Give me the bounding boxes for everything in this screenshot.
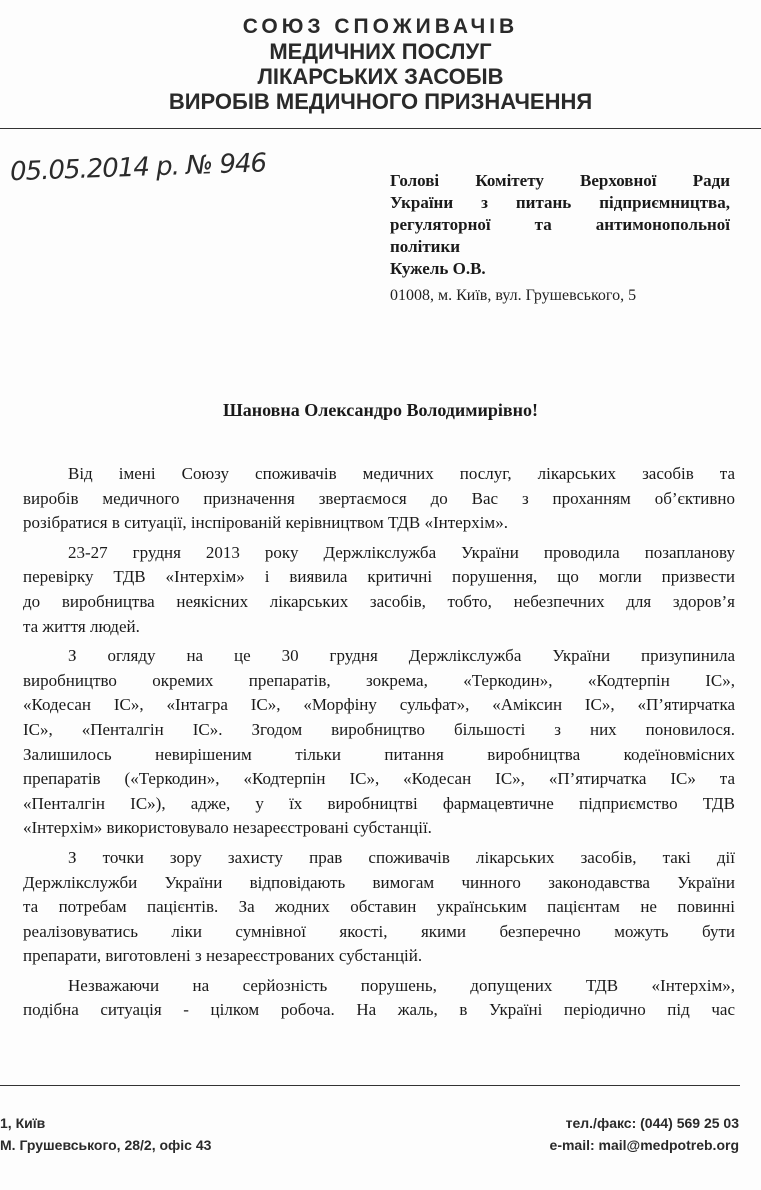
paragraph-4 bbox=[23, 846, 735, 969]
body-line: ІС», «Пенталгін ІС». Згодом виробництво більшості з них поновилося. bbox=[23, 719, 735, 739]
body-line: виробництво окремих препаратів, зокрема, «Теркодин», «Кодтерпін ІС», bbox=[23, 670, 735, 690]
footer-street: М. Грушевського, 28/2, офіс 43 bbox=[0, 1137, 212, 1153]
footer-city: 1, Київ bbox=[0, 1115, 46, 1131]
body-line: та життя людей. bbox=[23, 616, 140, 636]
body-line: подібна ситуація - цілком робоча. На жаль, в Україні періодично під час bbox=[23, 1000, 735, 1020]
addressee-line: України з питань підприємництва, bbox=[390, 193, 730, 212]
body-line: З огляду на це 30 грудня Держлікслужба України призупинила bbox=[68, 646, 735, 666]
footer-phone: тел./факс: (044) 569 25 03 bbox=[565, 1115, 739, 1131]
paragraph-5 bbox=[23, 974, 735, 1023]
body-line: розібратися в ситуації, інспірованій керівництвом ТДВ «Інтерхім». bbox=[23, 513, 508, 533]
footer-email: e-mail: mail@medpotreb.org bbox=[549, 1137, 739, 1153]
body-line: 23-27 грудня 2013 року Держлікслужба України проводила позапланову bbox=[68, 542, 735, 562]
body-line: З точки зору захисту прав споживачів лікарських засобів, такі дії bbox=[68, 847, 735, 867]
body-line: препарати, виготовлені з незареєстрованих субстанцій. bbox=[23, 946, 423, 966]
footer-divider bbox=[0, 1085, 740, 1086]
addressee-block bbox=[390, 170, 730, 280]
salutation: Шановна Олександро Володимирівно! bbox=[222, 400, 539, 420]
letterhead bbox=[0, 14, 761, 114]
body-line: та потребам пацієнтів. За жодних обставин українським пацієнтам не повинні bbox=[23, 897, 735, 917]
body-line: Від імені Союзу споживачів медичних послуг, лікарських засобів та bbox=[68, 464, 735, 483]
paragraph-3 bbox=[23, 644, 735, 841]
body-line: до виробництва неякісних лікарських засобів, тобто, небезпечних для здоров’я bbox=[23, 591, 735, 611]
letterhead-line-3: ЛІКАРСЬКИХ ЗАСОБІВ bbox=[257, 64, 504, 89]
addressee-address: 01008, м. Київ, вул. Грушевського, 5 bbox=[390, 287, 637, 304]
letterhead-line-2: МЕДИЧНИХ ПОСЛУГ bbox=[269, 39, 492, 64]
letterhead-line-4: ВИРОБІВ МЕДИЧНОГО ПРИЗНАЧЕННЯ bbox=[168, 89, 593, 114]
addressee-line: політики bbox=[390, 237, 461, 256]
footer-address bbox=[0, 1112, 211, 1156]
paragraph-1 bbox=[23, 462, 735, 536]
handwritten-reference: 05.05.2014 р. № 946 bbox=[9, 148, 267, 188]
body-line: Залишилось невирішеним тільки питання виробництва кодеїновмісних bbox=[23, 744, 735, 764]
body-line: Незважаючи на серйозність порушень, допущених ТДВ «Інтерхім», bbox=[68, 975, 735, 995]
letterhead-divider bbox=[0, 128, 761, 129]
body-line: препаратів («Теркодин», «Кодтерпін ІС», «Кодесан ІС», «П’ятирчатка ІС» та bbox=[23, 769, 735, 789]
addressee-name: Кужель О.В. bbox=[390, 259, 486, 278]
footer-contacts bbox=[550, 1112, 739, 1156]
letterhead-line-1: СОЮЗ СПОЖИВАЧІВ bbox=[242, 15, 519, 38]
body-line: Держлікслужби України відповідають вимогам чинного законодавства України bbox=[23, 872, 735, 892]
body-line: «Кодесан ІС», «Інтагра ІС», «Морфіну сульфат», «Аміксин ІС», «П’ятирчатка bbox=[23, 695, 735, 715]
addressee-line: Голові Комітету Верховної Ради bbox=[390, 171, 730, 190]
paragraph-2 bbox=[23, 541, 735, 639]
body-line: «Інтерхім» використовувало незареєстровані субстанції. bbox=[23, 818, 432, 838]
body-line: «Пенталгін ІС»), адже, у їх виробництві фармацевтичне підприємство ТДВ bbox=[23, 793, 735, 813]
body-line: виробів медичного призначення звертаємося до Вас з проханням об’єктивно bbox=[23, 488, 735, 508]
body-line: реалізовуватись ліки сумнівної якості, якими безперечно можуть бути bbox=[23, 921, 735, 941]
body-line: перевірку ТДВ «Інтерхім» і виявила критичні порушення, що могли призвести bbox=[23, 567, 735, 587]
letter-body bbox=[23, 462, 735, 1028]
addressee-line: регуляторної та антимонопольної bbox=[390, 215, 730, 234]
